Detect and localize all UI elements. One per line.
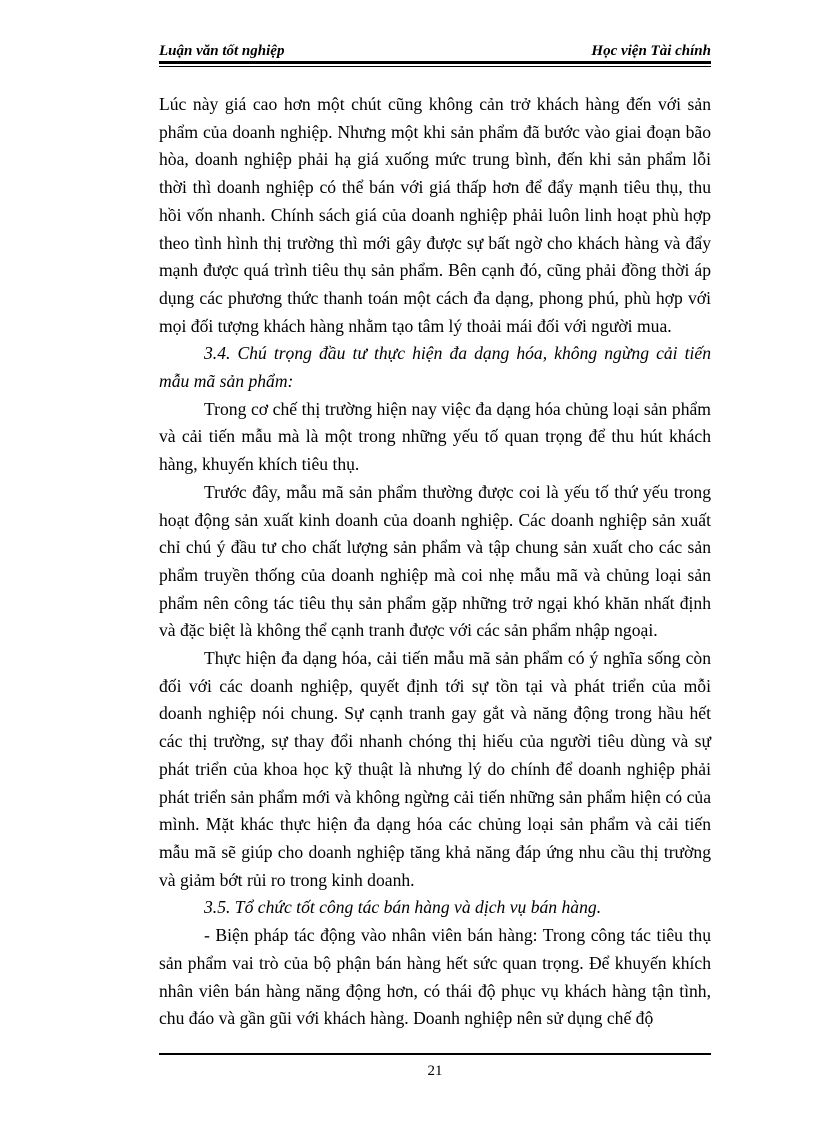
paragraph-diversification-intro: Trong cơ chế thị trường hiện nay việc đa dạng hóa chủng loại sản phẩm và cải tiến mẫu mà là một trong những yếu tố quan trọng để thu hút khách hàng, khuyến khích tiêu thụ.: [159, 398, 711, 475]
page-body: [159, 91, 711, 1033]
header-institution: Học viện Tài chính: [591, 43, 711, 59]
paragraph-sales-staff: - Biện pháp tác động vào nhân viên bán hàng: Trong công tác tiêu thụ sản phẩm vai trò của bộ phận bán hàng hết sức quan trọng. Để khuyến khích nhân viên bán hàng năng động hơn, có thái độ phục vụ khách hàng tận tình, chu đáo và gần gũi với khách hàng. Doanh nghiệp nên sử dụng chế độ: [159, 925, 711, 1029]
page-number: 21: [427, 1063, 443, 1079]
section-heading-3-4: 3.4. Chú trọng đầu tư thực hiện đa dạng hóa, không ngừng cải tiến mẫu mã sản phẩm:: [159, 343, 711, 392]
header-rule-thin: [159, 66, 711, 67]
footer-rule: [159, 1053, 711, 1055]
paragraph-diversification-importance: Thực hiện đa dạng hóa, cải tiến mẫu mã sản phẩm có ý nghĩa sống còn đối với các doanh nghiệp, quyết định tới sự tồn tại và phát triển của mỗi doanh nghiệp nói chung. Sự cạnh tranh gay gắt và năng động trong hầu hết các thị trường, sự thay đổi nhanh chóng thị hiếu của người tiêu dùng và sự phát triển của khoa học kỹ thuật là nhưng lý do chính để doanh nghiệp phải phát triển sản phẩm mới và không ngừng cải tiến những sản phẩm hiện có của mình. Mặt khác thực hiện đa dạng hóa các chủng loại sản phẩm và cải tiến mẫu mã sẽ giúp cho doanh nghiệp tăng khả năng đáp ứng nhu cầu thị trường và giảm bớt rủi ro trong kinh doanh.: [159, 648, 711, 890]
paragraph-past-design: Trước đây, mẫu mã sản phẩm thường được coi là yếu tố thứ yếu trong hoạt động sản xuất kinh doanh của doanh nghiệp. Các doanh nghiệp sản xuất chỉ chú ý đầu tư cho chất lượng sản phẩm và tập chung sản xuất cho các sản phẩm truyền thống của doanh nghiệp mà coi nhẹ mẫu mã và chủng loại sản phẩm nên công tác tiêu thụ sản phẩm gặp những trở ngại khó khăn nhất định và đặc biệt là không thể cạnh tranh được với các sản phẩm nhập ngoại.: [159, 481, 711, 641]
page-footer: [159, 1053, 711, 1080]
paragraph-pricing-policy: Lúc này giá cao hơn một chút cũng không cản trở khách hàng đến với sản phẩm của doanh nghiệp. Nhưng một khi sản phẩm đã bước vào giai đoạn bão hòa, doanh nghiệp phải hạ giá xuống mức trung bình, đến khi sản phẩm lỗi thời thì doanh nghiệp có thể bán với giá thấp hơn để đẩy mạnh tiêu thụ, thu hồi vốn nhanh. Chính sách giá của doanh nghiệp phải luôn linh hoạt phù hợp theo tình hình thị trường thì mới gây được sự bất ngờ cho khách hàng và đẩy mạnh được quá trình tiêu thụ sản phẩm. Bên cạnh đó, cũng phải đồng thời áp dụng các phương thức thanh toán một cách đa dạng, phong phú, phù hợp với mọi đối tượng khách hàng nhằm tạo tâm lý thoải mái đối với người mua.: [159, 94, 711, 336]
section-heading-3-5: 3.5. Tổ chức tốt công tác bán hàng và dịch vụ bán hàng.: [204, 897, 602, 918]
header-thesis-title: Luận văn tốt nghiệp: [159, 43, 285, 59]
page-header: [159, 40, 711, 64]
header-rule-thick: [159, 61, 711, 64]
